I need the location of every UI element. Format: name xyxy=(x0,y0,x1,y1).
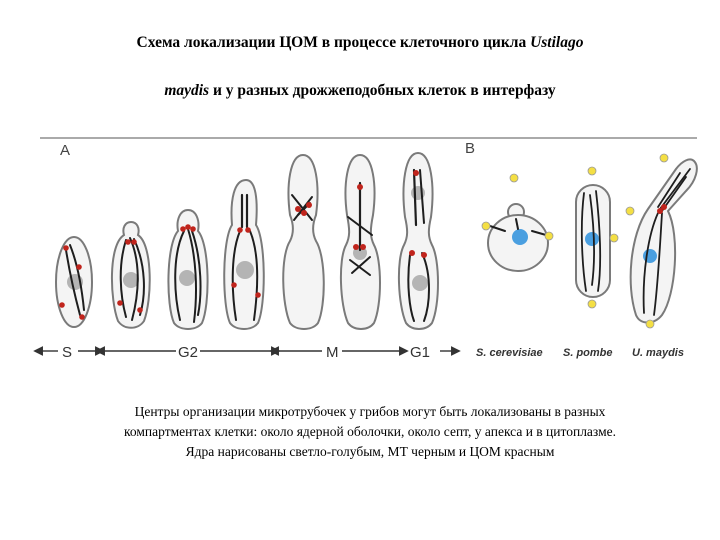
phase-label-g1: G1 xyxy=(410,344,431,361)
species-label-s-pombe: S. pombe xyxy=(563,347,613,359)
cell-s-cerevisiae xyxy=(482,174,553,271)
cell-g2-bud-large xyxy=(224,180,264,329)
phase-label-g2: G2 xyxy=(178,344,199,361)
cell-s-pombe xyxy=(576,167,618,308)
species-label-s-cerevisiae: S. cerevisiae xyxy=(476,347,543,359)
phase-label-s: S xyxy=(62,344,73,361)
title-text-cont: и у разных дрожжеподобных клеток в интерфазу xyxy=(209,82,556,99)
title-line-2 xyxy=(0,82,720,100)
cell-g2-bud-medium xyxy=(168,210,207,329)
title-species-name: Ustilago xyxy=(530,34,584,51)
species-label-u-maydis: U. maydis xyxy=(632,347,684,359)
cell-s-phase xyxy=(56,237,92,327)
caption xyxy=(40,402,700,462)
cell-g1-phase xyxy=(399,153,438,329)
panel-b-label: B xyxy=(465,140,476,157)
title-text: Схема локализации ЦОМ в процессе клеточного цикла xyxy=(136,34,531,51)
cell-m-phase-late xyxy=(341,155,380,329)
caption-line-3: Ядра нарисованы светло-голубым, МТ черным и ЦОМ красным xyxy=(185,444,555,459)
title-species-name-cont: maydis xyxy=(164,82,210,99)
panel-a-label: A xyxy=(60,142,71,159)
cell-g2-bud-small xyxy=(112,222,150,328)
phase-label-m: M xyxy=(326,344,339,361)
caption-line-2: компартментах клетки: около ядерной оболочки, около септ, у апекса и в цитоплазме. xyxy=(124,424,616,439)
title-line-1 xyxy=(0,34,720,52)
cell-m-phase-early xyxy=(283,155,324,329)
mtoc-localization-diagram xyxy=(0,125,720,370)
cell-u-maydis xyxy=(626,154,697,328)
panel-b-cells xyxy=(482,154,697,328)
caption-line-1: Центры организации микротрубочек у грибов могут быть локализованы в разных xyxy=(134,404,606,419)
panel-a-cells xyxy=(56,153,438,329)
